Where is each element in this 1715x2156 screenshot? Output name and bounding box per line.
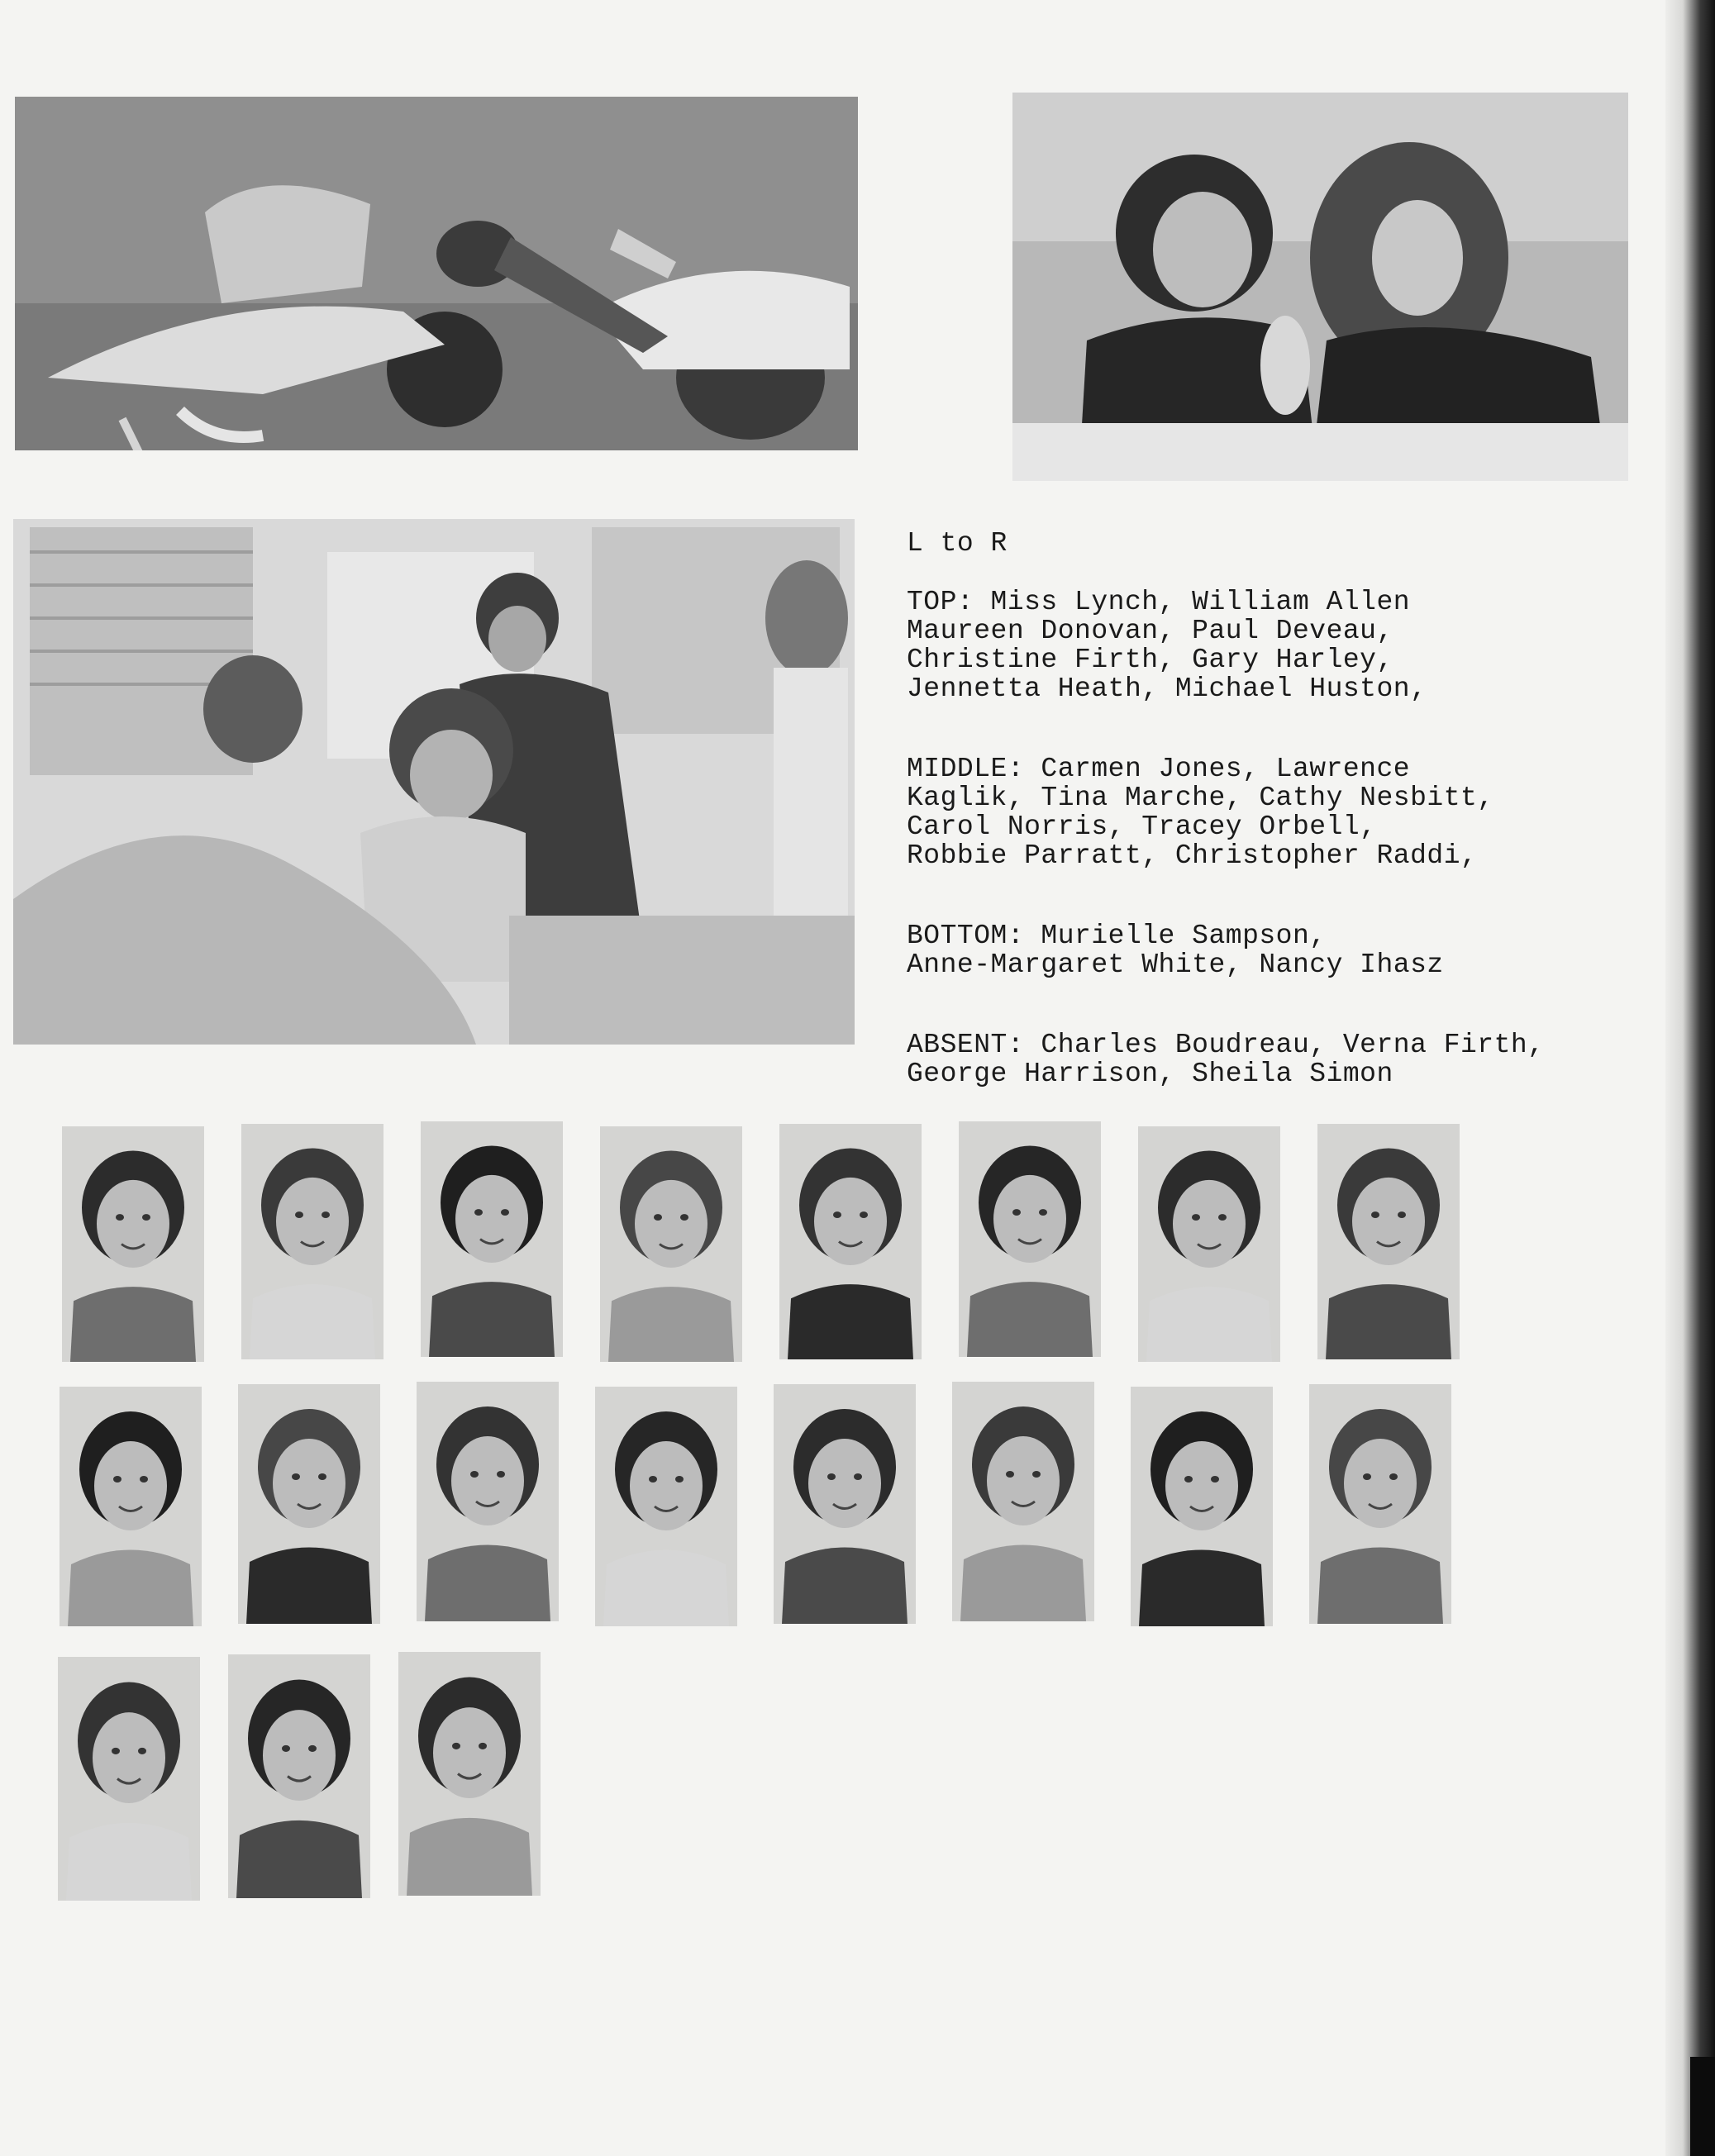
student-portrait	[952, 1382, 1094, 1621]
student-portrait	[398, 1652, 541, 1896]
photo-classroom-teacher	[13, 519, 855, 1045]
student-portrait	[1317, 1124, 1460, 1359]
caption-absent: ABSENT: Charles Boudreau, Verna Firth, George Harrison, Sheila Simon	[907, 1030, 1545, 1089]
student-portrait	[238, 1384, 380, 1624]
student-portrait	[60, 1387, 202, 1626]
student-portrait	[228, 1654, 370, 1898]
student-portrait	[595, 1387, 737, 1626]
student-portrait	[421, 1121, 563, 1357]
caption-middle-row: MIDDLE: Carmen Jones, Lawrence Kaglik, Tina Marche, Cathy Nesbitt, Carol Norris, Tracey Orbell, Robbie Parratt, Christopher Raddi,	[907, 754, 1494, 871]
student-portrait	[241, 1124, 383, 1359]
student-portrait	[1131, 1387, 1273, 1626]
student-portrait	[959, 1121, 1101, 1357]
student-portrait	[600, 1126, 742, 1362]
caption-bottom-row: BOTTOM: Murielle Sampson, Anne-Margaret White, Nancy Ihasz	[907, 921, 1444, 980]
page-binding-edge	[1665, 0, 1715, 2156]
student-portrait	[62, 1126, 204, 1362]
student-portrait	[1309, 1384, 1451, 1624]
binding-corner	[1690, 2057, 1715, 2156]
student-portrait	[779, 1124, 922, 1359]
photo-girls-writing	[1012, 93, 1628, 481]
caption-names	[907, 529, 1651, 1140]
caption-top-row: TOP: Miss Lynch, William Allen Maureen Donovan, Paul Deveau, Christine Firth, Gary Harley, Jennetta Heath, Michael Huston,	[907, 587, 1427, 704]
photo-students-floor	[15, 97, 858, 450]
student-portrait	[774, 1384, 916, 1624]
caption-heading: L to R	[907, 528, 1008, 559]
student-portrait	[58, 1657, 200, 1901]
student-portrait	[1138, 1126, 1280, 1362]
student-portrait	[417, 1382, 559, 1621]
